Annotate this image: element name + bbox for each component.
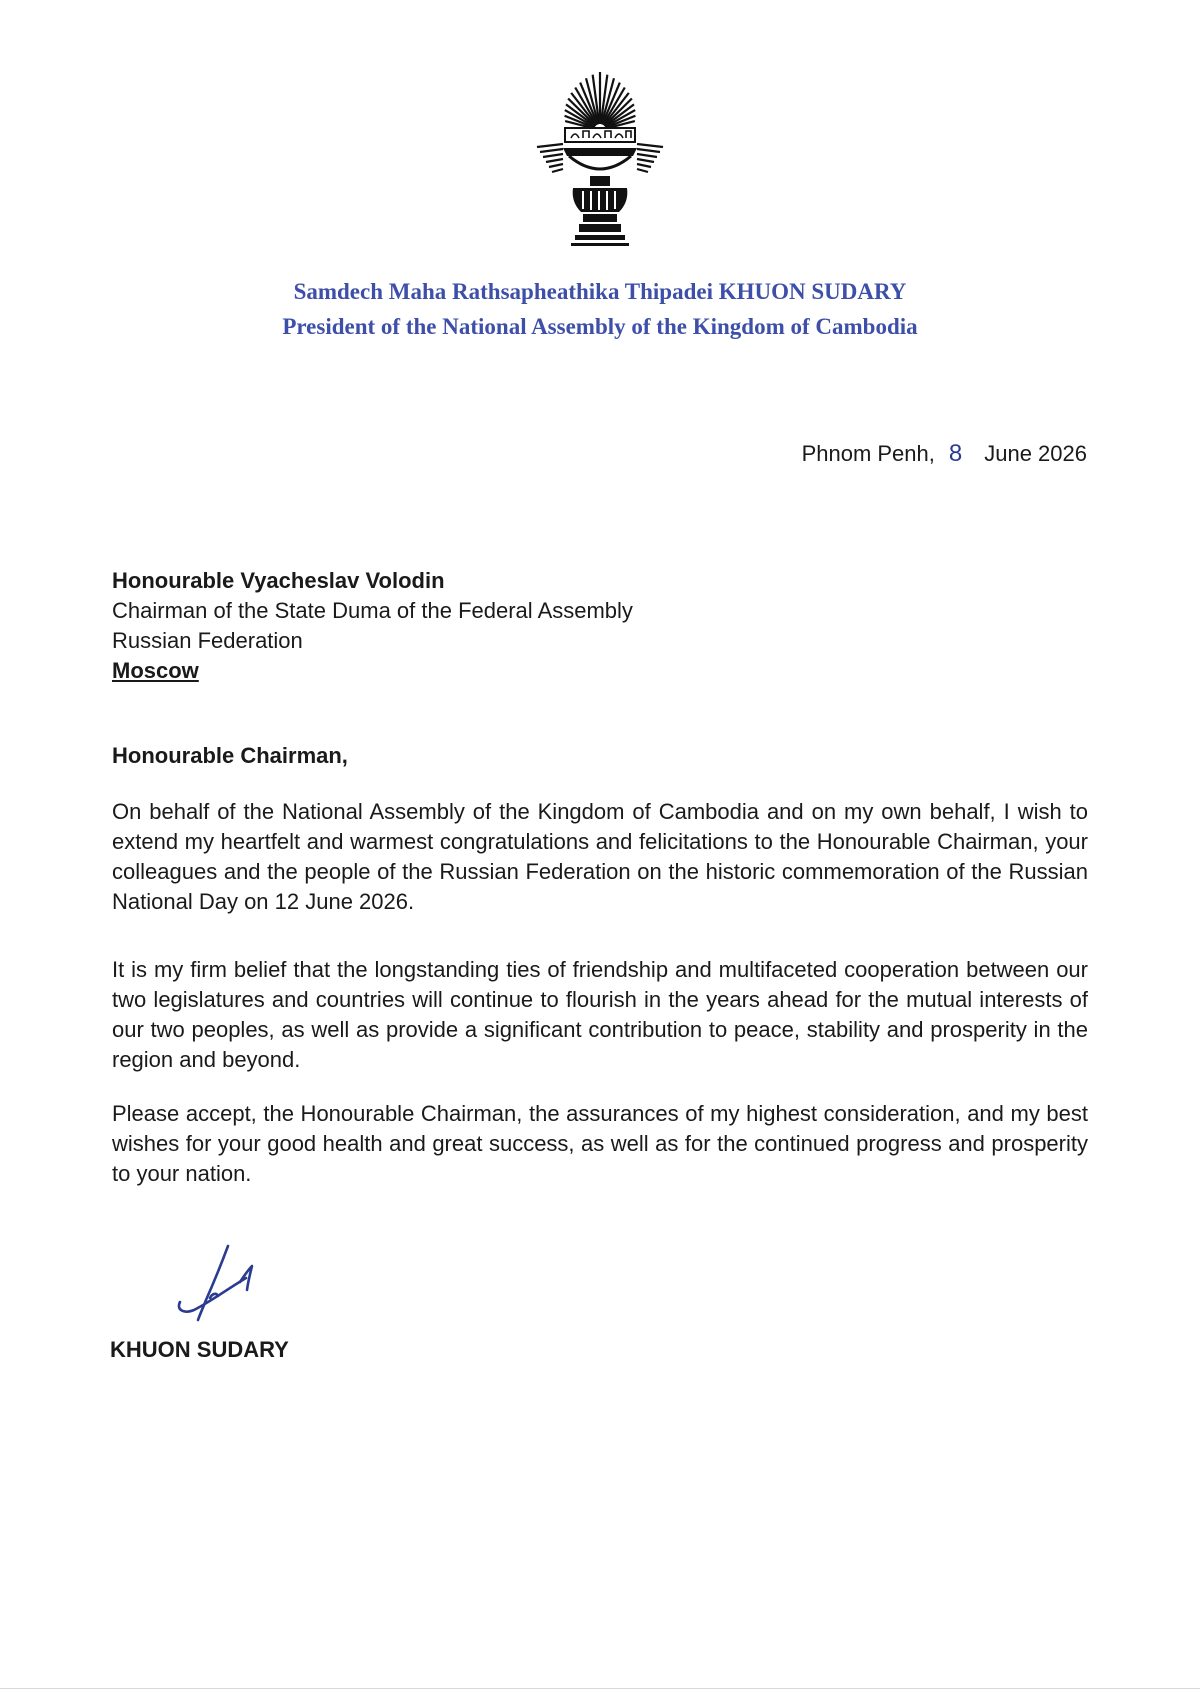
signatory-name: KHUON SUDARY	[110, 1337, 289, 1362]
letterhead-title: Samdech Maha Rathsapheathika Thipadei KHUON SUDARY	[293, 279, 907, 304]
body-paragraph-2: It is my firm belief that the longstanding ties of friendship and multifaceted cooperation between our two legislatures and countries will continue to flourish in the years ahead for the mutual interests of our two peoples, as well as provide a significant contribution to peace, stability and prosperity in the region and beyond.	[112, 957, 1088, 1072]
body-paragraph-1: On behalf of the National Assembly of the Kingdom of Cambodia and on my own behalf, I wish to extend my heartfelt and warmest congratulations and felicitations to the Honourable Chairman, your colleagues and the people of the Russian Federation on the historic commemoration of the Russian National Day on 12 June 2026.	[112, 799, 1088, 914]
addressee-city: Moscow	[112, 658, 199, 683]
date-month-year: June 2026	[984, 441, 1087, 466]
handwritten-signature-icon	[170, 1240, 280, 1330]
date-line	[802, 440, 1087, 468]
date-place: Phnom Penh,	[801, 441, 935, 466]
letterhead-position: President of the National Assembly of the Kingdom of Cambodia	[282, 314, 918, 339]
salutation: Honourable Chairman,	[112, 743, 348, 768]
addressee-name: Honourable Vyacheslav Volodin	[112, 568, 445, 593]
addressee-block	[112, 566, 633, 686]
body-paragraph-3: Please accept, the Honourable Chairman, the assurances of my highest consideration, and my best wishes for your good health and great success, as well as for the continued progress and prosperity to your nation.	[112, 1101, 1088, 1186]
date-day-handwritten: 8	[948, 440, 963, 467]
page-bottom-edge	[0, 1688, 1200, 1689]
addressee-title: Chairman of the State Duma of the Federal Assembly	[112, 598, 633, 623]
addressee-country: Russian Federation	[112, 628, 303, 653]
national-assembly-emblem-icon	[535, 60, 665, 260]
